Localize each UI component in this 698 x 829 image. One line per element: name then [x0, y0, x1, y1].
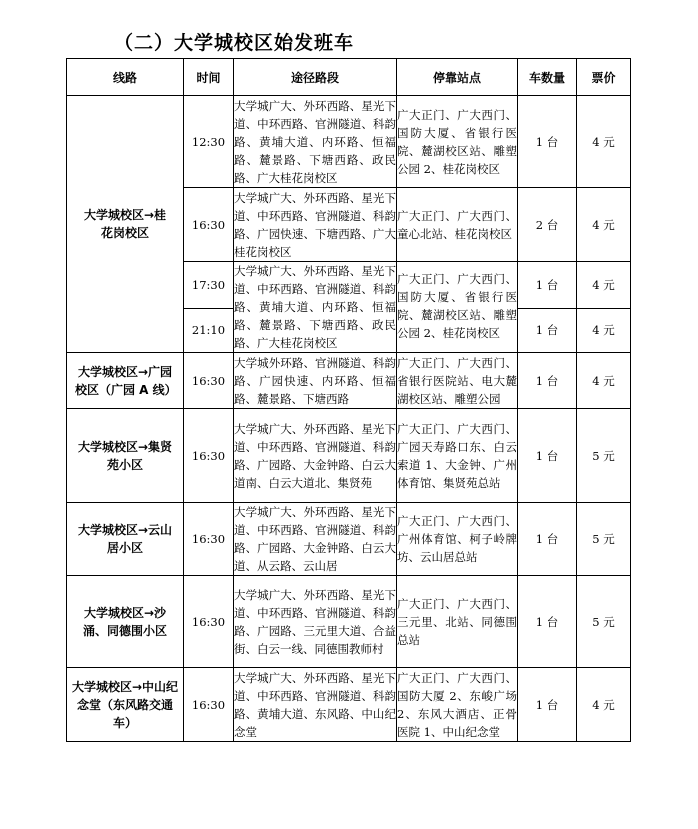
bus-count: 1 台 [518, 353, 577, 409]
ticket-price: 4 元 [577, 188, 631, 262]
ticket-price: 5 元 [577, 576, 631, 668]
departure-time: 16:30 [184, 188, 234, 262]
header-route: 线路 [67, 59, 184, 96]
route-name: 大学城校区→中山纪念堂（东风路交通车） [67, 668, 184, 742]
header-price: 票价 [577, 59, 631, 96]
route-name: 大学城校区→云山居小区 [67, 503, 184, 576]
route-stops: 广大正门、广大西门、国防大厦、省银行医院、麓湖校区站、雕塑公园 2、桂花岗校区 [397, 96, 518, 188]
departure-time: 17:30 [184, 262, 234, 309]
route-path: 大学城外环路、官洲隧道、科韵路、广园快速、内环路、恒福路、麓景路、下塘西路 [234, 353, 397, 409]
departure-time: 21:10 [184, 308, 234, 353]
route-path: 大学城广大、外环西路、星光下道、中环西路、官洲隧道、科韵路、黄埔大道、东风路、中山纪念堂 [234, 668, 397, 742]
departure-time: 16:30 [184, 668, 234, 742]
route-name: 大学城校区→广园校区（广园 A 线） [67, 353, 184, 409]
route-stops: 广大正门、广大西门、省银行医院站、电大麓湖校区站、雕塑公园 [397, 353, 518, 409]
bus-count: 1 台 [518, 409, 577, 503]
table-row [67, 503, 631, 576]
shuttle-schedule-table [66, 58, 631, 742]
departure-time: 12:30 [184, 96, 234, 188]
table-row [67, 409, 631, 503]
table-row [67, 96, 631, 188]
bus-count: 1 台 [518, 96, 577, 188]
bus-count: 2 台 [518, 188, 577, 262]
route-stops: 广大正门、广大西门、童心北站、桂花岗校区 [397, 188, 518, 262]
ticket-price: 4 元 [577, 353, 631, 409]
ticket-price: 5 元 [577, 409, 631, 503]
route-stops: 广大正门、广大西门、广园天寿路口东、白云索道 1、大金钟、广州体育馆、集贤苑总站 [397, 409, 518, 503]
bus-count: 1 台 [518, 503, 577, 576]
route-name: 大学城校区→沙涌、同德围小区 [67, 576, 184, 668]
ticket-price: 5 元 [577, 503, 631, 576]
departure-time: 16:30 [184, 353, 234, 409]
ticket-price: 4 元 [577, 96, 631, 188]
table-row [67, 353, 631, 409]
bus-count: 1 台 [518, 668, 577, 742]
departure-time: 16:30 [184, 409, 234, 503]
header-count: 车数量 [518, 59, 577, 96]
route-path: 大学城广大、外环西路、星光下道、中环西路、官洲隧道、科韵路、广园路、大金钟路、白云大道南、白云大道北、集贤苑 [234, 409, 397, 503]
header-stops: 停靠站点 [397, 59, 518, 96]
route-stops: 广大正门、广大西门、三元里、北站、同德围总站 [397, 576, 518, 668]
page-title: （二）大学城校区始发班车 [114, 32, 355, 54]
route-path: 大学城广大、外环西路、星光下道、中环西路、官洲隧道、科韵路、广园路、三元里大道、合益街、白云一线、同德围教师村 [234, 576, 397, 668]
route-name: 大学城校区→桂花岗校区 [67, 96, 184, 353]
bus-count: 1 台 [518, 576, 577, 668]
route-path: 大学城广大、外环西路、星光下道、中环西路、官洲隧道、科韵路、黄埔大道、内环路、恒福路、麓景路、下塘西路、政民路、广大桂花岗校区 [234, 262, 397, 353]
route-stops: 广大正门、广大西门、国防大厦、省银行医院、麓湖校区站、雕塑公园 2、桂花岗校区 [397, 262, 518, 353]
table-row [67, 668, 631, 742]
table-row [67, 576, 631, 668]
departure-time: 16:30 [184, 503, 234, 576]
route-stops: 广大正门、广大西门、广州体育馆、柯子岭牌坊、云山居总站 [397, 503, 518, 576]
route-path: 大学城广大、外环西路、星光下道、中环西路、官洲隧道、科韵路、黄埔大道、内环路、恒福路、麓景路、下塘西路、政民路、广大桂花岗校区 [234, 96, 397, 188]
route-path: 大学城广大、外环西路、星光下道、中环西路、官洲隧道、科韵路、广园快速、下塘西路、广大桂花岗校区 [234, 188, 397, 262]
route-name: 大学城校区→集贤苑小区 [67, 409, 184, 503]
departure-time: 16:30 [184, 576, 234, 668]
bus-count: 1 台 [518, 308, 577, 353]
route-path: 大学城广大、外环西路、星光下道、中环西路、官洲隧道、科韵路、广园路、大金钟路、白云大道、从云路、云山居 [234, 503, 397, 576]
ticket-price: 4 元 [577, 262, 631, 309]
ticket-price: 4 元 [577, 668, 631, 742]
header-time: 时间 [184, 59, 234, 96]
header-path: 途径路段 [234, 59, 397, 96]
table-header-row [67, 59, 631, 96]
route-stops: 广大正门、广大西门、国防大厦 2、东峻广场 2、东风大酒店、正骨医院 1、中山纪念堂 [397, 668, 518, 742]
ticket-price: 4 元 [577, 308, 631, 353]
bus-count: 1 台 [518, 262, 577, 309]
